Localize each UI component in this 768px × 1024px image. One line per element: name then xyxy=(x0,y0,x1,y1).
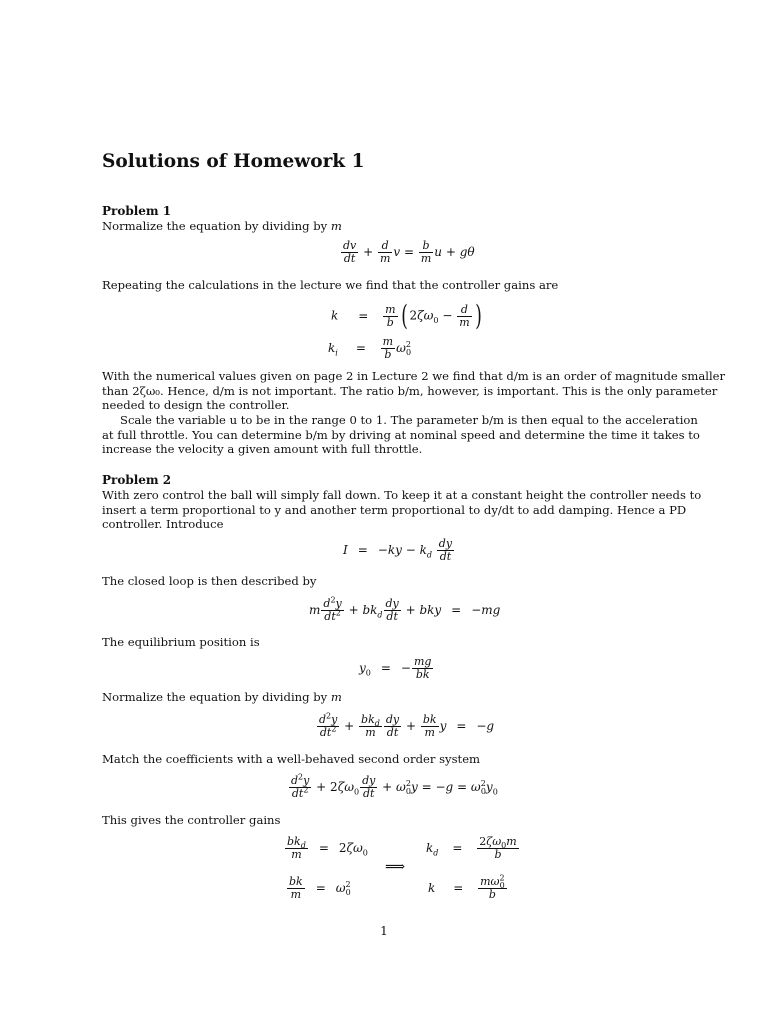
equation-normalized-ball: $\frac{d^2y}{dt^2}$ + $bk_d$ m $\frac{dy}{dt}$ + $\frac{bk}{m}$ y = −g xyxy=(319,711,495,739)
equation-gain-k: k = $\frac{m}{b}$ ( $2\zeta\omega_0$ − $\frac{d}{m}$ ) xyxy=(331,299,482,332)
page-title: Solutions of Homework 1 xyxy=(102,151,365,172)
text-line: needed to design the controller. xyxy=(102,398,290,413)
normalize-text xyxy=(102,690,342,705)
text-line: controller. Introduce xyxy=(102,517,224,532)
problem-1-intro xyxy=(102,219,342,234)
normalize-var: m xyxy=(330,690,342,704)
equation-control-law: $I = -ky - k_d$ $\frac{dy}{dt}$ xyxy=(343,537,453,563)
text-line: at full throttle. You can determine b/m by driving at nominal speed and determine the time it takes to xyxy=(102,427,700,442)
equation-gain-ki: $k_i$ = $\frac{m}{b}$ $\omega^2_0$ xyxy=(328,335,412,361)
normalize-label: Normalize the equation by dividing by xyxy=(102,690,328,704)
problem-2-paragraph xyxy=(102,488,702,532)
text-line: increase the velocity a given amount with full throttle. xyxy=(102,442,423,457)
implies-arrow: ⟹ xyxy=(385,859,406,875)
problem-1-repeat: Repeating the calculations in the lecture we find that the controller gains are xyxy=(102,278,559,292)
equation-gain-kd: $k_d$ = $\frac{2\zeta\omega_0m}{b}$ xyxy=(426,835,517,861)
closed-loop-text: The closed loop is then described by xyxy=(102,574,317,588)
text-line: than 2ζω₀. Hence, d/m is not important. The ratio b/m, however, is important. This is the only parameter xyxy=(102,383,718,398)
equation-normalized-velocity: $\frac{dv}{dt}$ + $\frac{d}{m}$ v = $\frac{b}{m}$ u + gθ xyxy=(343,239,475,265)
problem-1-paragraph-1 xyxy=(102,369,726,413)
equation-closed-loop: m $\frac{d^2y}{dt^2}$ + $bk_d$ $\frac{dy}{dt}$ + bky = −mg xyxy=(309,595,501,623)
intro-var: m xyxy=(330,219,342,233)
gives-text: This gives the controller gains xyxy=(102,813,281,827)
match-text: Match the coefficients with a well-behaved second order system xyxy=(102,752,481,766)
text-line: insert a term proportional to y and another term proportional to dy/dt to add damping. Hence a PD xyxy=(102,502,687,517)
problem-2-heading: Problem 2 xyxy=(102,473,172,487)
intro-text: Normalize the equation by dividing by xyxy=(102,219,328,233)
equation-gains-left-2: $\frac{bk}{m}$ = $\omega^2_0$ xyxy=(289,875,351,901)
text-line: With zero control the ball will simply fall down. To keep it at a constant height the controller needs to xyxy=(102,488,702,502)
text-line: With the numerical values given on page 2 in Lecture 2 we find that d/m is an order of magnitude smaller xyxy=(102,369,726,383)
equilibrium-text: The equilibrium position is xyxy=(102,635,260,649)
equation-gains-left-1: $bk_d$ m = $2\zeta\omega_0$ xyxy=(287,835,368,861)
equation-gain-k-final: k = $\frac{m\omega^2_0}{b}$ xyxy=(428,873,505,901)
problem-1-heading: Problem 1 xyxy=(102,204,172,218)
equation-equilibrium: $y_0$ = − $\frac{mg}{bk}$ xyxy=(359,655,432,681)
text-line: Scale the variable u to be in the range 0 to 1. The parameter b/m is then equal to the acceleration xyxy=(120,413,698,427)
problem-1-paragraph-2 xyxy=(102,413,698,457)
equation-second-order: $\frac{d^2y}{dt^2}$ + $2\zeta\omega_0$ $\frac{dy}{dt}$ + $\omega^2_0y = -g = \omega^2_0y_0$ xyxy=(291,772,498,800)
page-number: 1 xyxy=(380,924,388,938)
